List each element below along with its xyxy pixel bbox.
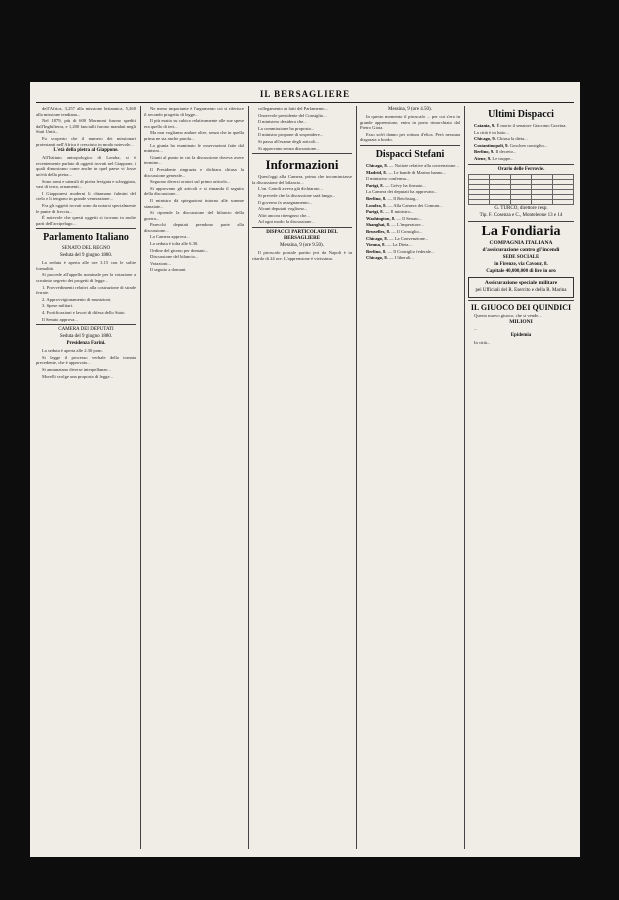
assic-box	[468, 277, 574, 298]
fondiaria-address: in Firenze, via Cavour, 8.	[494, 261, 548, 267]
section-title-giappone: L'età della pietra al Giappone.	[53, 148, 119, 154]
orario-title: Orario delle Ferrovie.	[497, 166, 545, 172]
fondiaria-capital: Capitale 40,000,000 di lire in oro	[486, 268, 556, 274]
section-title-dispacci-stefani: Dispacci Stefani	[375, 148, 445, 160]
column-3: collegamento ai fatti del Parlamento... Onorevole presidente del Consiglio... Il ministero desidera che... La commissione ha proposto... Il ministro propone di sospendere... Si passa all'esame degli articoli... Si approvano senza discussione... Informazioni Quest'oggi alla Camera, prima che incominciasse la discussione del bilancio... L'on. Cairoli aveva già dichiarato... Si prevede che la discussione sarà lunga... Il governo fa assegnamento... Alcuni deputati vogliono... Altri ancora ritengono che... Ad ogni modo la discussione... DISPACCI PARTICOLARI DEL BERSAGLIERE Messina, 9 (ore 9.50). Il piroscafo postale partito jeri da Napoli è in ritardo di 24 ore. L'apprensione è vivissima.	[252, 106, 352, 261]
newspaper-page	[30, 82, 580, 857]
top-text: In questo momento il piroscafo ... per cui s'era in grande apprensione, entra in porto rimorchiato dal Pietro Gioia.	[360, 114, 460, 131]
gerente: G. TURCO, direttore resp.	[494, 205, 548, 211]
giuoco-title: IL GIUOCO DEI QUINDICI	[470, 302, 572, 312]
top-date: Messina, 9 (ore 4.50).	[388, 107, 432, 112]
section-title-ultimi-dispacci: Ultimi Dispacci	[488, 109, 554, 120]
camera-president: Presidenza Farini.	[66, 341, 106, 347]
intro-paragraph: dell'Africa, 3,257 alla missione britannica, 5,260 alla missione tendiana...	[36, 106, 136, 117]
section-title-informazioni: Informazioni	[265, 157, 339, 173]
senate-title: SENATO DEL REGNO	[61, 246, 111, 252]
section-title-parlamento: Parlamento Italiano	[43, 232, 129, 244]
epidemia: Epidemia	[510, 332, 532, 338]
milioni: MILIONI	[509, 319, 533, 326]
fondiaria-title: La Fondiaria	[481, 223, 561, 239]
page-header	[36, 88, 574, 103]
printer: Tip. F. Cosenza e C., Monteleone 13 e 14	[479, 212, 563, 218]
orario-table	[468, 174, 574, 205]
fondiaria-sub1: COMPAGNIA ITALIANA	[489, 239, 553, 246]
camera-title: CAMERA DEI DEPUTATI	[58, 327, 114, 333]
assic-title: Assicurazione speciale militare	[484, 279, 558, 286]
fondiaria-sub2: d'assicurazione contro gl'incendi	[482, 246, 560, 253]
column-4: Messina, 9 (ore 4.50). In questo momento il piroscafo ... per cui s'era in grande apprensione, entra in porto rimorchiato dal Pietro Gioia. Esso sofrì danno per rottura d'elica. Però nessuna disgrazia a bordo. Dispacci Stefani Chicago, 8. — Notizie relative alla convenzione... Madrid, 8. — Le bande di Marino hanno... Il ministero conferma... Parigi, 8. — Grévy ha firmato... La Camera dei deputati ha approvato... Berlino, 8. — Il Reichstag... Londra, 8. — Alla Camera dei Comuni... Parigi, 8. — Il ministro... Washington, 8. — Il Senato... Shanghai, 8. — L'imperatore... Bruxelles, 8. — Il Consiglio... Chicago, 8. — La Convenzione... Vienna, 8. — La Dieta... Berlino, 8. — Il Consiglio federale... Chicago, 8. — I liberali...	[360, 107, 460, 261]
senate-sub: Seduta del 9 giugno 1880.	[59, 253, 113, 259]
column-5: Ultimi Dispacci Catania, 9. È morto il senatore Giacomo Gravina. La città è in lutto... Chicago, 9. Chiusa la dieta... Costantinopoli, 9. Goschen consiglio... Berlino, 9. Il decreto... Atene, 9. Le truppe... Orario delle Ferrovie. G. TURCO, direttore resp. Tip. F. Cosenza e C., Monteleone 13 e 14 La Fondiaria COMPAGNIA ITALIANA d'assicurazione contro gl'incendi SEDE SOCIALE in Firenze, via Cavour, 8. Capitale 40,000,000 di lire in oro Assicurazione speciale militare pei Ufficiali del R. Esercito e della R. Marina IL GIUOCO DEI QUINDICI Questo nuovo giuoco, che si vende... MILIONI ... Epidemia In città...	[468, 106, 574, 851]
column-1: dell'Africa, 3,257 alla missione britannica, 5,260 alla missione tendiana... Nel 1879, più di 600 Mormoni furono spediti dall'Inghilterra, e 1,200 fanciulli furono mandati negli Stati Uniti... Fu scoperto che il numero dei missionari protestanti nell'Africa è cresciuto in modo notevole... L'età della pietra al Giappone. All'Istituto antropologico di Londra, si è recentemente parlato di oggetti trovati nel Giappone, i quali dimostrano come anche in quel paese vi fosse un'età della pietra... Sono armi e utensili di pietra levigata e scheggiata, vasi di terra, ornamenti... I Giapponesi moderni li chiamano fulmini del cielo e li tengono in grande venerazione... Fra gli oggetti trovati sono da notarsi specialmente le punte di freccia... È notevole che questi oggetti si trovano in molte parti dell'arcipelago... Parlamento Italiano SENATO DEL REGNO Seduta del 9 giugno 1880. La seduta è aperta alle ore 3.15 con le solite formalità. Si procede all'appello nominale per la votazione a scrutinio segreto dei progetti di legge... 1. Provvedimenti relativi alla costruzione di strade ferrate. 2. Approvvigionamento di munizioni. 3. Spese militari. 4. Fortificazioni e lavori di difesa dello Stato. Il Senato approva... CAMERA DEI DEPUTATI Seduta del 9 giugno 1880. Presidenza Farini. La seduta è aperta alle 2.30 pom. Si legge il processo verbale della tornata precedente, che è approvato... Si annunziano diverse interpellanze... Morelli svolge una proposta di legge...	[36, 106, 136, 379]
column-2: Ne meno importante è l'argomento coi si riferisce il secondo progetto di legge... Il più esatto su cubico relativamente alle sue spese era quello di ieri... Ma non vogliamo andare oltre, senza che in quella prima ne sia anche parola... La giunta ha esaminato le osservazioni fatte dal ministro... Giunti al punto in cui la discussione doveva avere termine... Il Presidente ringrazia e dichiara chiusa la discussione generale... Seguono diversi oratori sul primo articolo... Si approvano gli articoli e si rimanda il seguito della discussione... Il ministro dà spiegazioni intorno alle somme stanziate... Si riprende la discussione del bilancio della guerra... Parecchi deputati prendono parte alla discussione... La Camera approva... La seduta è tolta alle 6.30. Ordine del giorno per domani... Discussione del bilancio... Votazioni... Il seguito a domani.	[144, 106, 244, 273]
assic-text: pei Ufficiali del R. Esercito e della R. Marina	[475, 287, 567, 293]
dispacci-particolari-title: DISPACCI PARTICOLARI DEL BERSAGLIERE	[266, 229, 338, 241]
camera-sub: Seduta del 9 giugno 1880.	[59, 334, 113, 340]
newspaper-title: IL BERSAGLIERE	[259, 89, 351, 99]
fondiaria-seat: SEDE SOCIALE	[502, 254, 540, 260]
dispacci-particolari-date: Messina, 9 (ore 9.50).	[280, 242, 324, 248]
dispacci-particolari-text: Il piroscafo postale partito jeri da Napoli è in ritardo di 24 ore. L'apprensione è vivissima.	[252, 249, 352, 261]
